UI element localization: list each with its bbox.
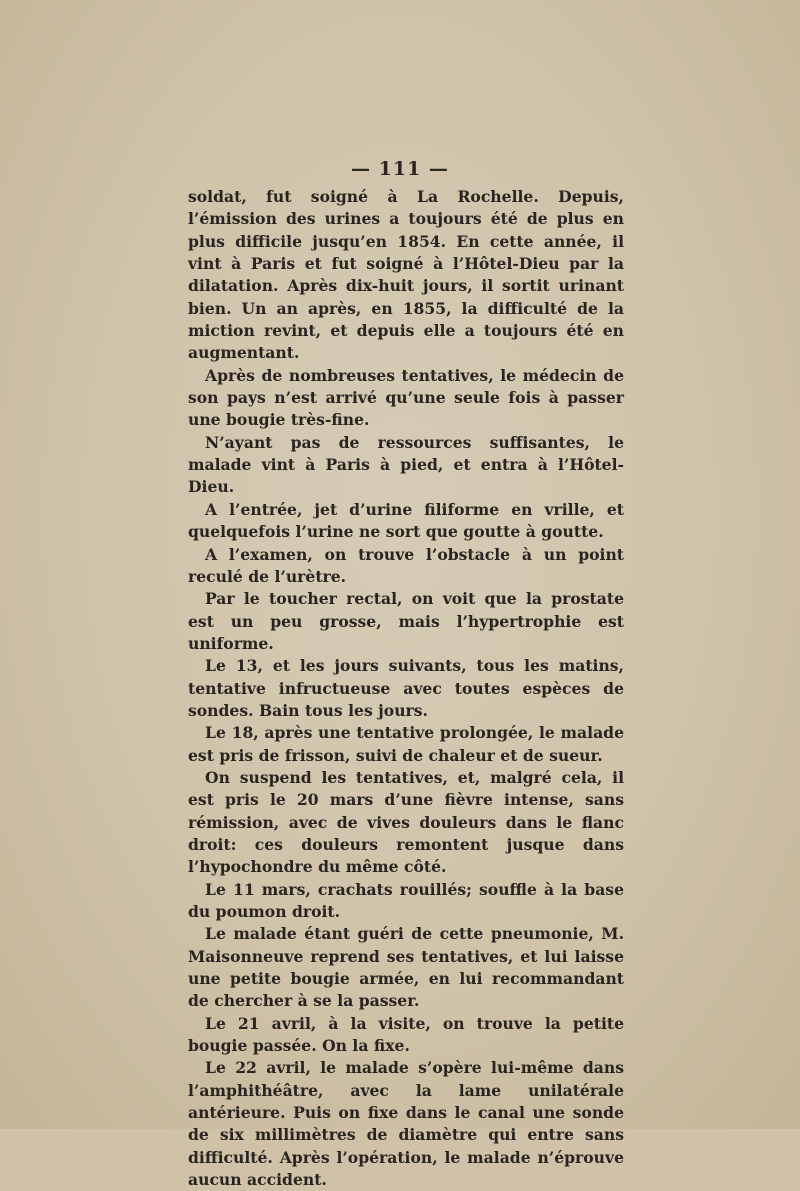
paragraph: Le 21 avril, à la visite, on trouve la petite bougie passée. On la fixe. (188, 1013, 624, 1056)
paragraph: Après de nombreuses tentatives, le médecin de son pays n’est arrivé qu’une seule fois à passer une bougie très-fine. (188, 365, 624, 430)
paragraph: Le 18, après une tentative prolongée, le malade est pris de frisson, suivi de chaleur et de sueur. (188, 723, 624, 765)
paragraph: A l’entrée, jet d’urine filiforme en vrille, et quelquefois l’urine ne sort que goutte à goutte. (188, 499, 624, 542)
paragraph: Par le toucher rectal, on voit que la prostate est un peu grosse, mais l’hypertrophie est uniforme. (188, 589, 624, 653)
paragraph: A l’examen, on trouve l’obstacle à un point reculé de l’urètre. (188, 544, 624, 586)
paragraph: Le 11 mars, crachats rouillés; souffle à la base du poumon droit. (188, 879, 624, 921)
body-text (188, 186, 624, 1191)
paragraph: On suspend les tentatives, et, malgré cela, il est pris le 20 mars d’une fièvre intense, sans rémission, avec de vives douleurs dans le flanc droit: ces douleurs remontent jusque dans l’hypochondre du même côté. (188, 767, 624, 877)
paragraph: N’ayant pas de ressources suffisantes, le malade vint à Paris à pied, et entra à l’Hôtel-Dieu. (188, 432, 624, 497)
paragraph: soldat, fut soigné à La Rochelle. Depuis, l’émission des urines a toujours été de plus en plus difficile jusqu’en 1854. En cette année, il vint à Paris et fut soigné à l’Hôtel-Dieu par la dilatation. Après dix-huit jours, il sortit urinant bien. Un an après, en 1855, la difficulté de la miction revint, et depuis elle a toujours été en augmentant. (188, 187, 624, 363)
page-number: — 111 — (351, 158, 449, 180)
paragraph: Le malade étant guéri de cette pneumonie, M. Maisonneuve reprend ses tentatives, et lui laisse une petite bougie armée, en lui recommandant de chercher à se la passer. (188, 924, 624, 1011)
paragraph: Le 22 avril, le malade s’opère lui-même dans l’amphithéâtre, avec la lame unilatérale antérieure. Puis on fixe dans le canal une sonde de six millimètres de diamètre qui entre sans difficulté. Après l’opération, le malade n’éprouve aucun accident. (188, 1058, 624, 1190)
paragraph: Le 13, et les jours suivants, tous les matins, tentative infructueuse avec toutes espèces de sondes. Bain tous les jours. (188, 656, 624, 720)
